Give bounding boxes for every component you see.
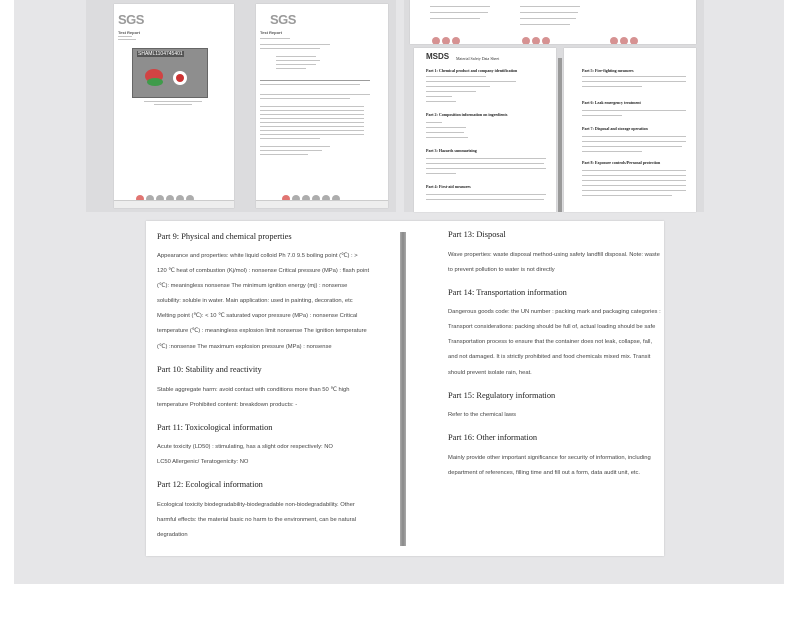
msds-title: Material Safety Data Sheet: [456, 56, 500, 61]
section-line: Appearance and properties: white liquid colloid Ph 7.0 9.5 boiling point (℃) : >: [157, 253, 358, 259]
sgs-report-page-1: [114, 4, 234, 208]
msds-right-page: [564, 48, 696, 212]
sample-photo-label: SHAML1104745401: [138, 51, 183, 57]
msds-right-head-3: Part 7: Disposal and storage operation: [582, 126, 648, 131]
section-line: Wave properties: waste disposal method-using safety landfill disposal. Note: waste: [448, 252, 660, 258]
section-line: Dangerous goods code: the UN number : packing mark and packaging categories :: [448, 309, 661, 315]
section-line: and not damaged. It is strictly prohibited and food chemicals mixed mix. Transit: [448, 354, 651, 360]
section-line: Transport considerations: packing should be full of, actual loading should be safe: [448, 324, 656, 330]
section-heading: Part 16: Other information: [448, 433, 538, 442]
msds-right-head-1: Part 5: Fire-fighting measures: [582, 68, 634, 73]
msds-head-2: Part 2: Composition information on ingredients: [426, 112, 508, 117]
page-fold: [400, 232, 406, 546]
section-line: Transportation process to ensure that the container does not leak, collapse, fall,: [448, 339, 653, 345]
section-line: harmful effects: the material basic no harm to the environment, can be natural: [157, 517, 357, 523]
msds-head-4: Part 4: First-aid measures: [426, 184, 471, 189]
section-line: department of references, filling time and fill out a form, data audit unit, etc.: [448, 470, 641, 476]
section-heading: Part 12: Ecological information: [157, 480, 263, 489]
report-label-2: Test Report: [260, 30, 282, 35]
section-line: LC50 Allergenic/ Teratogenicity: NO: [157, 459, 249, 465]
section-line: Mainly provide other important significance for security of information, including: [448, 455, 651, 461]
msds-head-1: Part 1: Chemical product and company identification: [426, 68, 518, 73]
section-line: 120 ℃ heat of combustion (Kj/mol) : nonsense Critical pressure (MPa) : flash point: [157, 268, 370, 274]
msds-right-head-4: Part 8: Exposure controls/Personal protection: [582, 160, 661, 165]
section-heading: Part 9: Physical and chemical properties: [157, 232, 292, 241]
msds-cover-photo: [404, 0, 704, 212]
section-line: should prevent isolate rain, heat.: [448, 370, 532, 376]
section-line: Stable aggregate harm: avoid contact with conditions more than 50 ℃ high: [157, 387, 350, 393]
section-line: solubility: soluble in water. Main application: used in painting, decoration, etc: [157, 298, 353, 304]
section-line: Refer to the chemical laws: [448, 412, 516, 418]
msds-mark: MSDS: [426, 52, 450, 61]
section-heading: Part 15: Regulatory information: [448, 391, 556, 400]
sgs-logo-2: SGS: [270, 12, 296, 27]
section-line: Ecological toxicity biodegradability-biodegradable non-biodegradability. Other: [157, 502, 355, 508]
section-line: temperature (℃) : meaningless explosion limit nonsense The ignition temperature: [157, 328, 367, 334]
msds-head-3: Part 3: Hazards summarizing: [426, 148, 477, 153]
section-line: Acute toxicity (LD50) : stimulating, has a slight odor respectively: NO: [157, 444, 333, 450]
sgs-report-page-2: [256, 4, 388, 208]
sgs-logo: SGS: [118, 12, 144, 27]
report-label: Test Report: [118, 30, 140, 35]
section-heading: Part 14: Transportation information: [448, 288, 567, 297]
sgs-report-photo: [86, 0, 396, 212]
section-line: (℃) :nonsense The maximum explosion pressure (MPa) : nonsense: [157, 344, 332, 350]
msds-left-page: [414, 48, 556, 212]
msds-right-head-2: Part 6: Leak emergency treatment: [582, 100, 641, 105]
section-heading: Part 11: Toxicological information: [157, 423, 273, 432]
section-line: to prevent pollution to water is not directly: [448, 267, 555, 273]
section-heading: Part 13: Disposal: [448, 230, 506, 239]
section-line: temperature Prohibited content: breakdown products: -: [157, 402, 298, 408]
msds-upper-strip: [410, 0, 696, 44]
section-heading: Part 10: Stability and reactivity: [157, 365, 262, 374]
section-line: (℃): meaningless nonsense The minimum ignition energy (mj) : nonsense: [157, 283, 348, 289]
section-line: degradation: [157, 532, 188, 538]
section-line: Melting point (℃): < 10 ℃ saturated vapor pressure (MPa) : nonsense Critical: [157, 313, 358, 319]
sample-photo: [132, 48, 208, 98]
